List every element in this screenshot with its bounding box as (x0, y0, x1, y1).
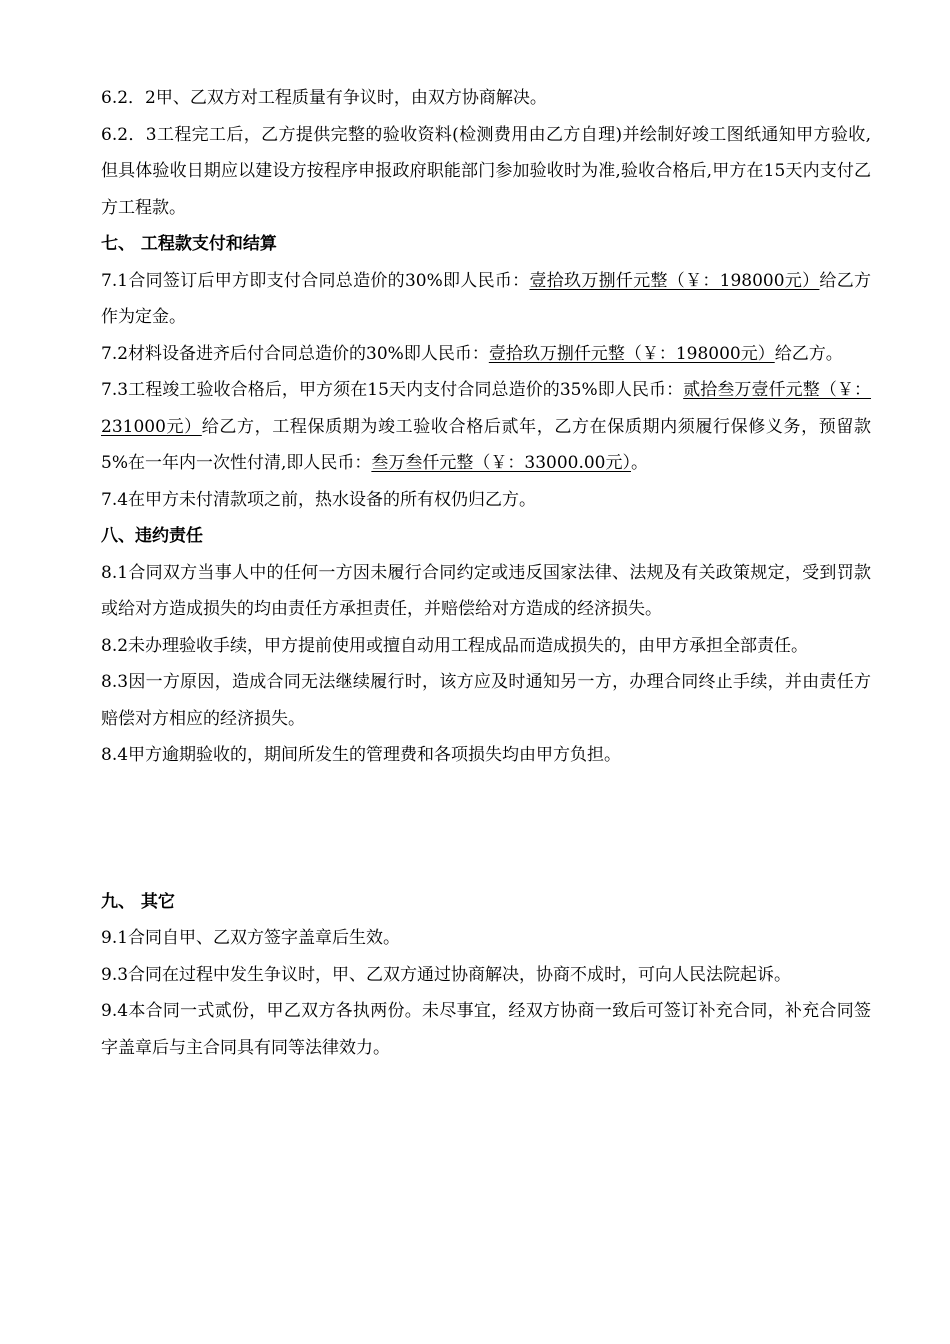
clause-7-1-amount: 壹拾玖万捌仟元整（￥：198000元） (529, 270, 820, 291)
clause-9-4: 9.4本合同一式贰份，甲乙双方各执两份。未尽事宜，经双方协商一致后可签订补充合同，补充合同签字盖章后与主合同具有同等法律效力。 (101, 1001, 871, 1058)
clause-7-3-retention-amount: 叁万叁仟元整（￥：33000.00元） (371, 453, 631, 473)
clause-7-1 (101, 263, 871, 336)
blank-space (101, 774, 871, 884)
clause-7-2-amount: 壹拾玖万捌仟元整（￥：198000元） (488, 343, 775, 364)
document-page (101, 80, 871, 1066)
clause-7-3-text: 7.3工程竣工验收合格后，甲方须在15天内支付合同总造价的35%即人民币： (101, 380, 684, 400)
clause-9-3: 9.3合同在过程中发生争议时，甲、乙双方通过协商解决，协商不成时，可向人民法院起诉。 (101, 964, 792, 985)
section-8-heading: 八、违约责任 (101, 526, 203, 546)
clause-8-2: 8.2未办理验收手续，甲方提前使用或擅自动用工程成品而造成损失的，由甲方承担全部责任。 (101, 635, 809, 656)
clause-8-1: 8.1合同双方当事人中的任何一方因未履行合同约定或违反国家法律、法规及有关政策规定，受到罚款或给对方造成损失的均由责任方承担责任，并赔偿给对方造成的经济损失。 (101, 562, 871, 619)
clause-9-1: 9.1合同自甲、乙双方签字盖章后生效。 (101, 928, 401, 948)
clause-7-2-tail: 给乙方。 (774, 343, 843, 364)
clause-7-4: 7.4在甲方未付清款项之前，热水设备的所有权仍归乙方。 (101, 489, 537, 510)
clause-6-2-2: 6.2．2甲、乙双方对工程质量有争议时，由双方协商解决。 (101, 88, 547, 108)
clause-7-3-middle: 给乙方，工程保质期为竣工验收合格后贰年，乙方在保质期内须履行保修义务，预留款5%在一年内一次性付清,即人民币： (101, 416, 871, 473)
clause-6-2-3: 6.2．3工程完工后，乙方提供完整的验收资料(检测费用由乙方自理)并绘制好竣工图纸通知甲方验收,但具体验收日期应以建设方按程序申报政府职能部门参加验收时为准,验收合格后,甲方在15天内支付乙方工程款。 (101, 124, 871, 218)
clause-7-1-tail: 给乙方作为定金。 (101, 270, 871, 327)
clause-7-2-text: 7.2材料设备进齐后付合同总造价的30%即人民币： (101, 343, 489, 364)
clause-7-3-tail: 。 (631, 453, 648, 473)
section-9-heading: 九、 其它 (101, 891, 175, 912)
section-7-heading: 七、 工程款支付和结算 (101, 234, 277, 254)
clause-7-3-amount: 贰拾叁万壹仟元整（￥：231000元） (101, 380, 872, 437)
clause-8-3: 8.3因一方原因，造成合同无法继续履行时，该方应及时通知另一方，办理合同终止手续，并由责任方赔偿对方相应的经济损失。 (101, 672, 871, 729)
clause-7-1-text: 7.1合同签订后甲方即支付合同总造价的30%即人民币： (101, 270, 530, 291)
clause-8-4: 8.4甲方逾期验收的，期间所发生的管理费和各项损失均由甲方负担。 (101, 745, 622, 765)
clause-7-2 (101, 336, 871, 373)
clause-7-3 (101, 372, 871, 482)
